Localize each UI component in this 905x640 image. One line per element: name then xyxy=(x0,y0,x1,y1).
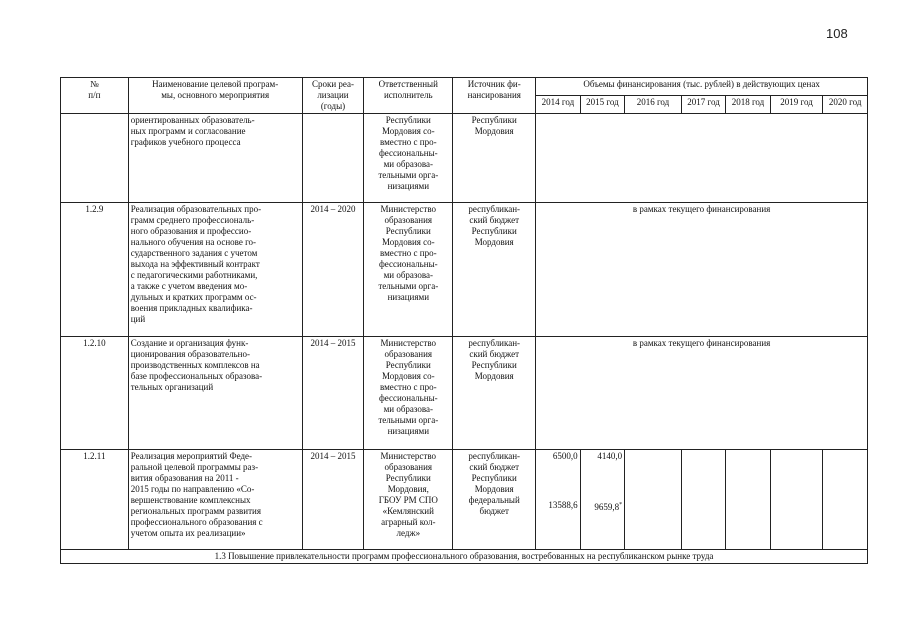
row-terms: 2014 – 2020 xyxy=(302,203,364,337)
row-source: республикан- ский бюджет Республики Мордовия xyxy=(453,203,536,337)
footnote-mark: * xyxy=(619,502,623,508)
page-number: 108 xyxy=(826,26,848,41)
header-year-2020: 2020 год xyxy=(823,96,868,114)
cell-2016 xyxy=(625,450,682,550)
source-republican: республикан- ский бюджет Республики Мордовия xyxy=(468,451,521,494)
cell-2019 xyxy=(770,450,823,550)
row-executor: Республики Мордовия со- вместно с про- фессиональны- ми образова- тельными орга- низациями xyxy=(364,114,453,203)
header-year-2015: 2015 год xyxy=(580,96,624,114)
value-2015-federal-wrap xyxy=(583,500,622,513)
row-executor: Министерство образования Республики Мордовия со- вместно с про- фессиональны- ми образова- тельными орга- низациями xyxy=(364,203,453,337)
row-name: Создание и организация функ- ционирования образовательно- производственных комплексов на базе профессиональных образова- тельных организаций xyxy=(128,337,302,450)
row-source: Республики Мордовия xyxy=(453,114,536,203)
cell-2018 xyxy=(726,450,770,550)
cell-2020 xyxy=(823,450,868,550)
row-source: республикан- ский бюджет Республики Мордовия xyxy=(453,337,536,450)
row-name: ориентированных образователь- ных программ и согласование графиков учебного процесса xyxy=(128,114,302,203)
header-source: Источник фи- нансирования xyxy=(453,78,536,114)
row-name: Реализация образовательных про- грамм среднего профессиональ- ного образования и профессио- нального обучения на основе го- сударственного задания с учетом выхода на эффективный контракт с педагогическими работниками, а также с учетом введения мо- дульных и кратких программ ос- воения прикладных квалифика- ций xyxy=(128,203,302,337)
value-2014-federal: 13588,6 xyxy=(548,500,578,510)
row-terms: 2014 – 2015 xyxy=(302,450,364,550)
value-2015-republican: 4140,0 xyxy=(597,451,623,461)
cell-2017 xyxy=(681,450,725,550)
table-row xyxy=(61,114,868,203)
row-funding xyxy=(536,114,868,203)
header-terms: Сроки реа- лизации (годы) xyxy=(302,78,364,114)
header-num: № п/п xyxy=(61,78,129,114)
row-num xyxy=(61,114,129,203)
section-title: 1.3 Повышение привлекательности программ профессионального образования, востребованных на республиканском рынке труда xyxy=(61,550,868,564)
header-row xyxy=(61,78,868,96)
table-row xyxy=(61,450,868,550)
header-executor: Ответственный исполнитель xyxy=(364,78,453,114)
cell-2014 xyxy=(536,450,580,550)
header-year-2016: 2016 год xyxy=(625,96,682,114)
header-year-2017: 2017 год xyxy=(681,96,725,114)
row-terms xyxy=(302,114,364,203)
row-source xyxy=(453,450,536,550)
value-2015-federal: 9659,8 xyxy=(594,502,620,512)
table-row xyxy=(61,337,868,450)
financing-table xyxy=(60,77,868,564)
row-executor: Министерство образования Республики Мордовия со- вместно с про- фессиональны- ми образова- тельными орга- низациями xyxy=(364,337,453,450)
header-year-2018: 2018 год xyxy=(726,96,770,114)
row-num: 1.2.10 xyxy=(61,337,129,450)
header-year-2014: 2014 год xyxy=(536,96,580,114)
source-federal: федеральный бюджет xyxy=(468,495,520,516)
row-num: 1.2.9 xyxy=(61,203,129,337)
header-name: Наименование целевой програм- мы, основного мероприятия xyxy=(128,78,302,114)
table-row xyxy=(61,203,868,337)
value-2014-republican: 6500,0 xyxy=(552,451,578,461)
row-funding-note: в рамках текущего финансирования xyxy=(536,203,868,337)
row-num: 1.2.11 xyxy=(61,450,129,550)
row-executor: Министерство образования Республики Мордовия, ГБОУ РМ СПО «Кемлянский аграрный кол- ледж» xyxy=(364,450,453,550)
header-year-2019: 2019 год xyxy=(770,96,823,114)
row-funding-note: в рамках текущего финансирования xyxy=(536,337,868,450)
row-name: Реализация мероприятий Феде- ральной целевой программы раз- вития образования на 2011 - 2015 годы по направлению «Со- вершенствование комплексных региональных программ развития профессионального образования с учетом опыта их реализации» xyxy=(128,450,302,550)
section-row xyxy=(61,550,868,564)
cell-2015 xyxy=(580,450,624,550)
row-terms: 2014 – 2015 xyxy=(302,337,364,450)
header-volumes: Объемы финансирования (тыс. рублей) в действующих ценах xyxy=(536,78,868,96)
